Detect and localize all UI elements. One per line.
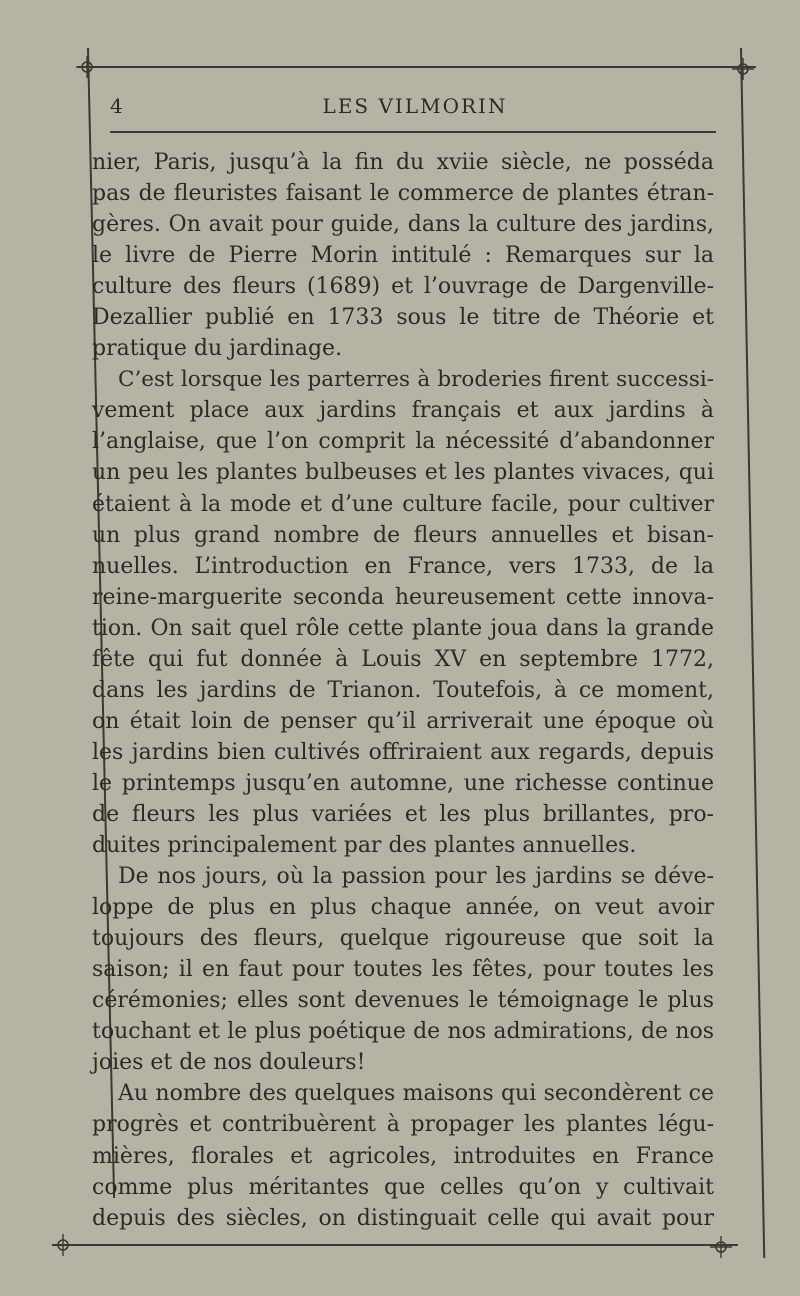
page-header: [110, 94, 720, 124]
text-line: vement place aux jardins français et aux jardins à: [92, 398, 714, 424]
corner-ornament-icon: [732, 58, 754, 80]
text-line: nuelles. L’introduction en France, vers 1733, de la: [92, 553, 714, 579]
text-line: pas de fleuristes faisant le commerce de plantes étran-: [92, 181, 714, 207]
text-line: fête qui fut donnée à Louis XV en septembre 1772,: [92, 646, 714, 672]
text-line: dans les jardins de Trianon. Toutefois, à ce moment,: [92, 677, 714, 703]
text-line: joies et de nos douleurs!: [92, 1050, 366, 1076]
text-line: l’anglaise, que l’on comprit la nécessité d’abandonner: [92, 429, 714, 455]
text-line: nier, Paris, jusqu’à la fin du xviie siècle, ne posséda: [92, 150, 714, 175]
text-line: C’est lorsque les parterres à broderies firent successi-: [118, 367, 714, 393]
text-line: étaient à la mode et d’une culture facile, pour cultiver: [92, 491, 714, 517]
text-line: le printemps jusqu’en automne, une richesse continue: [92, 770, 714, 796]
text-line: duites principalement par des plantes annuelles.: [92, 833, 637, 859]
text-line: De nos jours, où la passion pour les jardins se déve-: [118, 864, 714, 890]
text-line: comme plus méritantes que celles qu’on y cultivait: [92, 1174, 714, 1200]
text-line: un peu les plantes bulbeuses et les plantes vivaces, qui: [92, 460, 714, 486]
frame-right-rule: [740, 48, 765, 1258]
text-body: [92, 147, 714, 1234]
text-line: le livre de Pierre Morin intitulé : Remarques sur la: [92, 243, 714, 269]
frame-bottom-rule: [52, 1244, 738, 1246]
text-line: progrès et contribuèrent à propager les plantes légu-: [92, 1112, 714, 1138]
text-line: loppe de plus en plus chaque année, on veut avoir: [92, 895, 714, 921]
text-line: gères. On avait pour guide, dans la culture des jardins,: [92, 212, 714, 238]
header-rule: [110, 131, 716, 133]
text-line: mières, florales et agricoles, introduites en France: [92, 1143, 714, 1169]
text-line: reine-marguerite seconda heureusement cette innova-: [92, 584, 714, 610]
text-line: depuis des siècles, on distinguait celle qui avait pour: [92, 1205, 714, 1231]
text-line: touchant et le plus poétique de nos admirations, de nos: [92, 1019, 714, 1045]
text-line: toujours des fleurs, quelque rigoureuse que soit la: [92, 926, 714, 952]
text-line: on était loin de penser qu’il arriverait une époque où: [92, 708, 714, 734]
text-line: pratique du jardinage.: [92, 336, 343, 362]
text-line: un plus grand nombre de fleurs annuelles et bisan-: [92, 522, 714, 548]
text-line: les jardins bien cultivés offriraient aux regards, depuis: [92, 739, 714, 765]
text-line: culture des fleurs (1689) et l’ouvrage de Dargenville-: [92, 274, 714, 300]
text-line: tion. On sait quel rôle cette plante joua dans la grande: [92, 615, 714, 641]
text-line: cérémonies; elles sont devenues le témoignage le plus: [92, 988, 714, 1014]
corner-ornament-icon: [52, 1234, 74, 1256]
text-line: Au nombre des quelques maisons qui secondèrent ce: [118, 1081, 714, 1107]
text-line: Dezallier publié en 1733 sous le titre de Théorie et: [92, 305, 714, 331]
text-line: saison; il en faut pour toutes les fêtes, pour toutes les: [92, 957, 714, 983]
running-title: LES VILMORIN: [322, 94, 508, 118]
text-line: de fleurs les plus variées et les plus brillantes, pro-: [92, 801, 714, 827]
frame-top-rule: [78, 66, 756, 68]
corner-ornament-icon: [76, 56, 98, 78]
corner-ornament-icon: [710, 1236, 732, 1258]
page-number: 4: [110, 94, 123, 118]
